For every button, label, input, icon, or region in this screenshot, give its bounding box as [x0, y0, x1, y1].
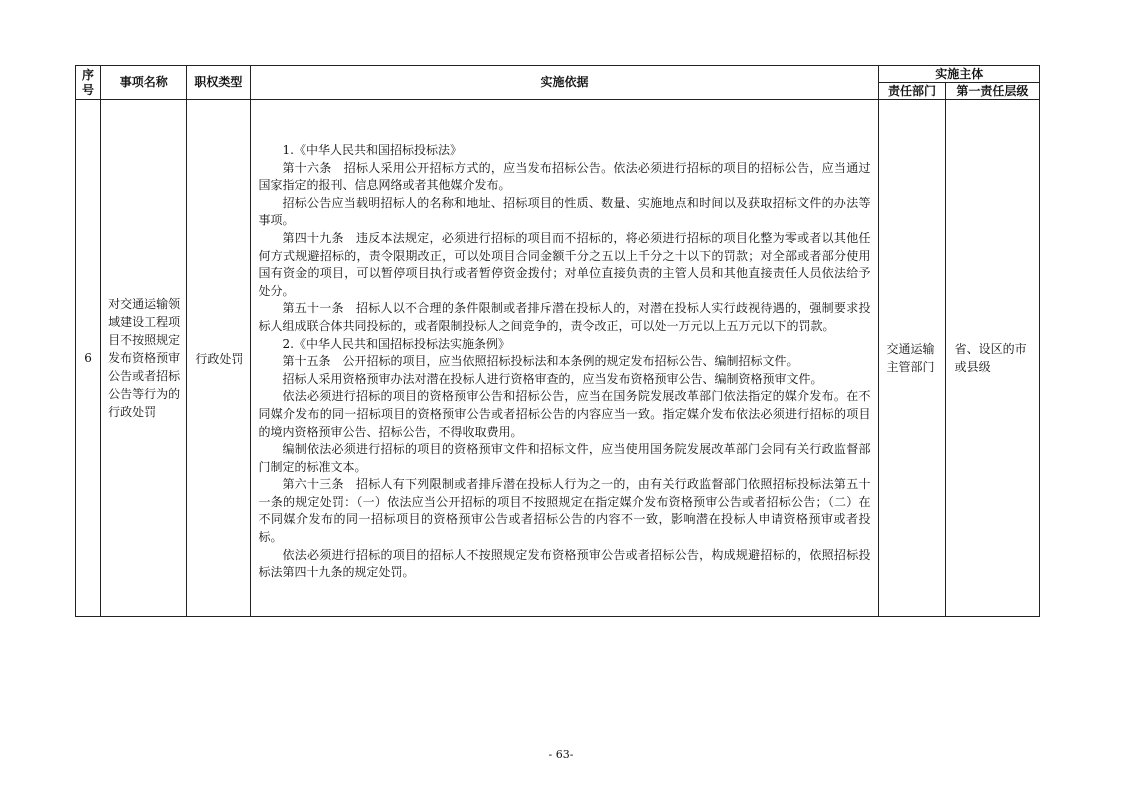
header-dept: 责任部门: [879, 83, 945, 100]
header-subject: 实施主体: [879, 66, 1040, 83]
row-power-type: 行政处罚: [187, 100, 250, 617]
page-number: - 63-: [548, 748, 574, 761]
row-seq: 6: [76, 100, 101, 617]
row-item-name: 对交通运输领域建设工程项目不按照规定发布资格预审公告或者招标公告等行为的行政处罚: [101, 100, 187, 617]
basis-paragraph: 第十五条 公开招标的项目，应当依照招标投标法和本条例的规定发布招标公告、编制招标文件。: [282, 354, 799, 369]
header-item-name: 事项名称: [101, 66, 187, 100]
basis-paragraph: 第五十一条 招标人以不合理的条件限制或者排斥潜在投标人的，对潜在投标人实行歧视待遇的，强制要求投标人组成联合体共同投标的，或者限制投标人之间竞争的，责令改正，可以处一万元以上五万元以下的罚款。: [258, 301, 871, 333]
basis-paragraph: 第六十三条 招标人有下列限制或者排斥潜在投标人行为之一的，由有关行政监督部门依照招标投标法第五十一条的规定处罚：（一）依法应当公开招标的项目不按照规定在指定媒介发布资格预审公告或者招标公告；（二）在不同媒介发布的同一招标项目的资格预审公告或者招标公告的内容不一致，影响潜在投标人申请资格预审或者投标。: [258, 477, 871, 545]
basis-paragraph: 招标公告应当载明招标人的名称和地址、招标项目的性质、数量、实施地点和时间以及获取招标文件的办法等事项。: [258, 195, 871, 228]
row-dept: 交通运输主管部门: [879, 100, 945, 617]
row-level: 省、设区的市或县级: [945, 100, 1039, 617]
header-power-type: 职权类型: [187, 66, 250, 100]
table-row: [76, 100, 1040, 617]
basis-paragraph: 编制依法必须进行招标的项目的资格预审文件和招标文件，应当使用国务院发展改革部门会同有关行政监督部门制定的标准文本。: [258, 442, 871, 474]
basis-paragraph: 1.《中华人民共和国招标投标法》: [282, 143, 462, 157]
row-basis: [250, 100, 879, 617]
power-list-table: [75, 65, 1040, 617]
basis-paragraph: 依法必须进行招标的项目的招标人不按照规定发布资格预审公告或者招标公告，构成规避招标的，依照招标投标法第四十九条的规定处罚。: [258, 547, 871, 580]
header-seq: 序号: [76, 66, 101, 100]
header-basis: 实施依据: [250, 66, 879, 100]
basis-paragraph: 第十六条 招标人采用公开招标方式的，应当发布招标公告。依法必须进行招标的项目的招标公告，应当通过国家指定的报刊、信息网络或者其他媒介发布。: [258, 160, 871, 193]
header-row: [76, 66, 1040, 83]
basis-paragraph: 第四十九条 违反本法规定，必须进行招标的项目而不招标的，将必须进行招标的项目化整为零或者以其他任何方式规避招标的，责令限期改正，可以处项目合同金额千分之五以上千分之十以下的罚款；对全部或者部分使用国有资金的项目，可以暂停项目执行或者暂停资金拨付；对单位直接负责的主管人员和其他直接责任人员依法给予处分。: [258, 230, 871, 298]
basis-paragraph: 招标人采用资格预审办法对潜在投标人进行资格审查的，应当发布资格预审公告、编制资格预审文件。: [282, 371, 823, 386]
header-level: 第一责任层级: [945, 83, 1039, 100]
basis-paragraph: 依法必须进行招标的项目的资格预审公告和招标公告，应当在国务院发展改革部门依法指定的媒介发布。在不同媒介发布的同一招标项目的资格预审公告或者招标公告的内容应当一致。指定媒介发布依法必须进行招标的项目的境内资格预审公告、招标公告，不得收取费用。: [258, 389, 871, 439]
basis-paragraph: 2.《中华人民共和国招标投标法实施条例》: [282, 336, 510, 351]
